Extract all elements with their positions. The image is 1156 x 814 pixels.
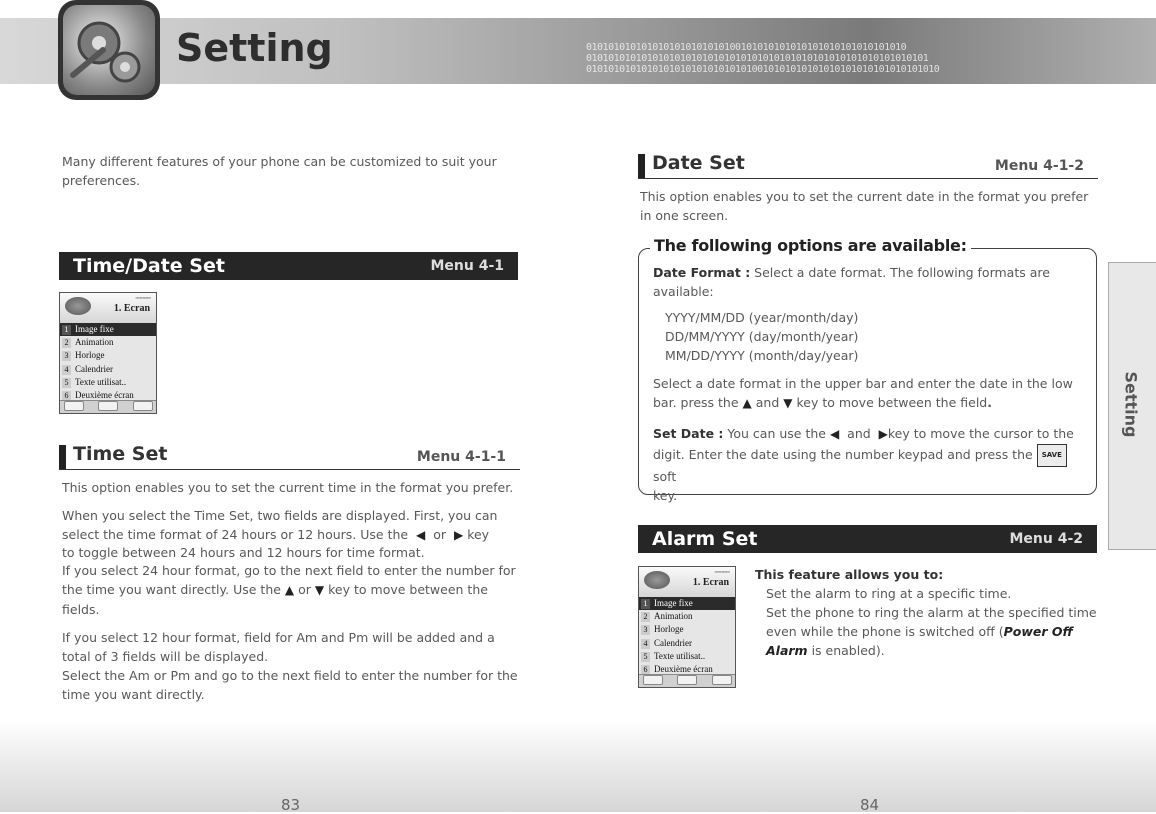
list-item: 6 Deuxième écran <box>60 389 156 402</box>
paragraph: the time you want directly. Use the ▲ or ▼ key to move between the <box>62 582 488 597</box>
softkey-right-icon <box>133 401 153 411</box>
paragraph: key. <box>653 488 678 503</box>
time-set-header <box>59 445 520 470</box>
binary-line: 0101010101010101010101010100101010101010101010101010101010 <box>586 42 907 53</box>
date-set-body <box>640 187 1100 225</box>
section-bar-alarm-set <box>638 525 1097 553</box>
list-item: 6 Deuxième écran <box>639 663 735 676</box>
paragraph: in one screen. <box>640 208 729 223</box>
list-item: DD/MM/YYYY (day/month/year) <box>665 329 859 344</box>
paragraph: When you select the Time Set, two fields are displayed. First, you can <box>62 508 498 523</box>
paragraph: If you select 24 hour format, go to the next field to enter the number for <box>62 563 516 578</box>
list-item: even while the phone is switched off (Power Off <box>766 624 1073 639</box>
list-item: Set the alarm to ring at a specific time. <box>766 586 1012 601</box>
phone-softkeys <box>639 674 735 687</box>
binary-decoration <box>586 42 1146 98</box>
paragraph: time you want directly. <box>62 687 205 702</box>
phone-softkeys <box>60 400 156 413</box>
paragraph: This option enables you to set the current time in the format you prefer. <box>62 480 514 495</box>
list-item: 5 Texte utilisat.. <box>60 376 156 389</box>
list-item: 4 Calendrier <box>639 637 735 650</box>
paragraph: This option enables you to set the current date in the format you prefer <box>640 189 1089 204</box>
menu-code: Menu 4-1-2 <box>994 158 1084 174</box>
paragraph: Set Date : You can use the ◀ and ▶key to move the cursor to the <box>653 426 1074 441</box>
softkey-left-icon <box>64 401 84 411</box>
paragraph: digit. Enter the date using the number keypad and press the SAVE soft <box>653 444 1091 486</box>
list-item: MM/DD/YYYY (month/day/year) <box>665 348 859 363</box>
phone-screen <box>638 566 736 688</box>
page-number: 83 <box>281 796 301 814</box>
phone-menu-list <box>60 323 156 402</box>
list-item: 5 Texte utilisat.. <box>639 650 735 663</box>
list-item: 2 Animation <box>639 610 735 623</box>
date-set-header <box>638 154 1098 179</box>
phone-menu-list <box>639 597 735 676</box>
phone-title: 1. Ecran <box>692 577 729 588</box>
phone-menu-icon <box>65 297 91 315</box>
alarm-set-body <box>755 565 1100 660</box>
heading-marker <box>59 445 66 469</box>
gears-icon <box>58 0 160 100</box>
list-item: 4 Calendrier <box>60 363 156 376</box>
menu-code: Menu 4-2 <box>1009 531 1083 547</box>
page-header <box>0 0 1156 108</box>
left-arrow-icon: ◀ <box>416 528 426 542</box>
paragraph: Date Format : Select a date format. The following formats are <box>653 265 1050 280</box>
format-list <box>653 308 1091 365</box>
binary-line: 01010101010101010101010101010101010101010101010101010101010101 <box>586 53 929 64</box>
menu-code: Menu 4-1 <box>430 258 504 274</box>
up-arrow-icon: ▲ <box>284 583 295 597</box>
paragraph: fields. <box>62 602 100 617</box>
right-arrow-icon: ▶ <box>453 528 464 542</box>
paragraph: total of 3 fields will be displayed. <box>62 649 269 664</box>
list-item: Alarm is enabled). <box>766 643 885 658</box>
paragraph: Select a date format in the upper bar and enter the date in the low <box>653 376 1073 391</box>
list-item: Set the phone to ring the alarm at the specified time <box>766 605 1097 620</box>
phone-screen <box>59 292 157 414</box>
paragraph: This feature allows you to: <box>755 567 944 582</box>
list-item: 2 Animation <box>60 336 156 349</box>
signal-dots: ◦◦◦◦◦◦◦◦◦◦ <box>714 568 729 576</box>
down-arrow-icon: ▼ <box>314 583 325 597</box>
section-bar-time-date <box>59 252 518 280</box>
paragraph: bar. press the ▲ and ▼ key to move between the field. <box>653 395 992 410</box>
paragraph: Select the Am or Pm and go to the next field to enter the number for the <box>62 668 518 683</box>
paragraph: to toggle between 24 hours and 12 hours for time format. <box>62 545 425 560</box>
heading-marker <box>638 154 645 178</box>
softkey-center-icon <box>677 675 697 685</box>
intro-text: Many different features of your phone can be customized to suit your preferences. <box>62 154 497 188</box>
header-banner <box>0 18 1156 84</box>
up-arrow-icon: ▲ <box>742 396 752 410</box>
page-number: 84 <box>860 796 880 814</box>
list-item: 3 Horloge <box>60 349 156 362</box>
softkey-left-icon <box>643 675 663 685</box>
right-arrow-icon: ▶ <box>878 427 888 441</box>
section-title: Time Set <box>73 443 168 465</box>
softkey-right-icon <box>712 675 732 685</box>
signal-dots: ◦◦◦◦◦◦◦◦◦◦ <box>135 294 150 302</box>
phone-menu-icon <box>644 571 670 589</box>
footer-clouds <box>0 720 1156 812</box>
list-item: 3 Horloge <box>639 623 735 636</box>
left-arrow-icon: ◀ <box>829 427 840 441</box>
paragraph: available: <box>653 284 714 299</box>
menu-code: Menu 4-1-1 <box>416 449 506 465</box>
section-title: Alarm Set <box>652 528 758 550</box>
paragraph: select the time format of 24 hours or 12 hours. Use the ◀ or ▶ key <box>62 527 490 542</box>
options-title: The following options are available: <box>650 236 971 255</box>
page-title: Setting <box>176 26 333 70</box>
section-title: Time/Date Set <box>73 255 225 277</box>
chapter-tab-label: Setting <box>1121 371 1141 438</box>
binary-line: 0101010101010101010101010101010010101010101010101010101010101010 <box>586 64 940 75</box>
list-item: 1 Image fixe <box>60 323 156 336</box>
section-title: Date Set <box>652 152 745 174</box>
list-item: YYYY/MM/DD (year/month/day) <box>665 310 859 325</box>
down-arrow-icon: ▼ <box>783 396 793 410</box>
options-body <box>653 263 1091 505</box>
save-key-icon: SAVE <box>1037 444 1067 467</box>
softkey-center-icon <box>98 401 118 411</box>
paragraph: If you select 12 hour format, field for Am and Pm will be added and a <box>62 630 495 645</box>
time-set-body <box>62 478 522 704</box>
list-item: 1 Image fixe <box>639 597 735 610</box>
phone-title: 1. Ecran <box>113 303 150 314</box>
